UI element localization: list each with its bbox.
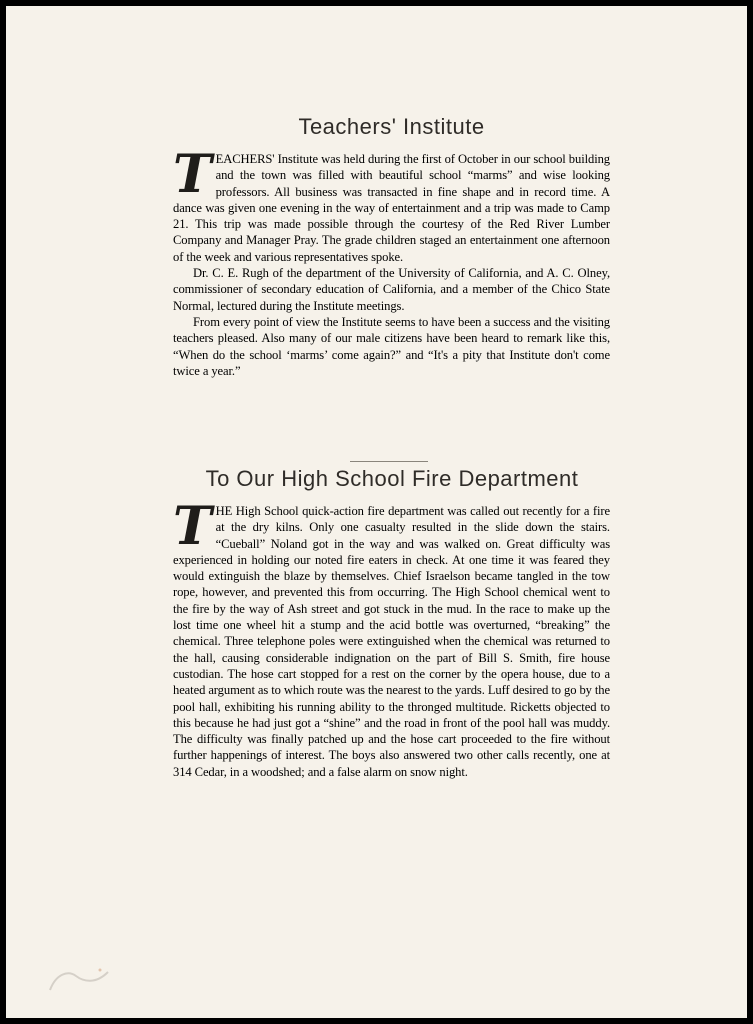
- paragraph: [173, 496, 610, 780]
- paragraph: [173, 144, 610, 265]
- drop-cap: T: [173, 144, 212, 205]
- section-body-fire-department: [173, 496, 610, 780]
- paragraph: From every point of view the Institute seems to have been a success and the visiting teachers pleased. Also many of our male citizens have been heard to remark like this, “When do the school ‘marms’ come again?” and “It's a pity that Institute don't come twice a year.”: [173, 314, 610, 378]
- paragraph: Dr. C. E. Rugh of the department of the University of California, and A. C. Olney, commissioner of secondary education of California, and a member of the Chico State Normal, lectured during the Institute meetings.: [173, 266, 610, 313]
- section-divider: [350, 461, 428, 462]
- section-title-fire-department: To Our High School Fire Department: [205, 466, 579, 491]
- paragraph-text: EACHERS' Institute was held during the first of October in our school building and the town was filled with beautiful school “marms” and wise looking professors. All business was transacted in fine shape and in record time. A dance was given one evening in the way of entertainment and a trip was made to Camp 21. This trip was made possible through the courtesy of the Red River Lumber Company and Manager Pray. The grade children staged an entertainment one afternoon of the week and various representatives spoke.: [173, 152, 610, 264]
- document-page: [6, 6, 747, 1018]
- paper-smudge: [46, 964, 116, 994]
- drop-cap: T: [173, 496, 212, 557]
- section-title-teachers-institute: Teachers' Institute: [298, 114, 485, 139]
- section-body-teachers-institute: [173, 144, 610, 379]
- paragraph-text: HE High School quick-action fire department was called out recently for a fire at the dry kilns. Only one casualty resulted in the slide down the stairs. “Cueball” Noland got in the way and was walked on. Great difficulty was experienced in holding our noted fire eaters in check. At one time it was feared they would extinguish the blaze by themselves. Chief Israelson became tangled in the tow rope, however, and prevented this from occurring. The High School chemical went to the fire by the way of Ash street and got stuck in the mud. In the race to make up the lost time one wheel hit a stump and the acid bottle was overturned, “breaking” the chemical. Three telephone poles were extinguished when the chemical was returned to the hall, causing considerable indignation on the part of Bill S. Smith, fire house custodian. The hose cart stopped for a rest on the corner by the opera house, due to a heated argument as to which route was the nearest to the yards. Luff desired to go by the pool hall, exhibiting his running ability to the thronged multitude. Ricketts objected to this because he had just got a “shine” and the road in front of the pool hall was muddy. The difficulty was finally patched up and the hose cart proceeded to the fire without further happenings of interest. The boys also answered two other calls recently, one at 314 Cedar, in a woodshed; and a false alarm on snow night.: [173, 504, 610, 779]
